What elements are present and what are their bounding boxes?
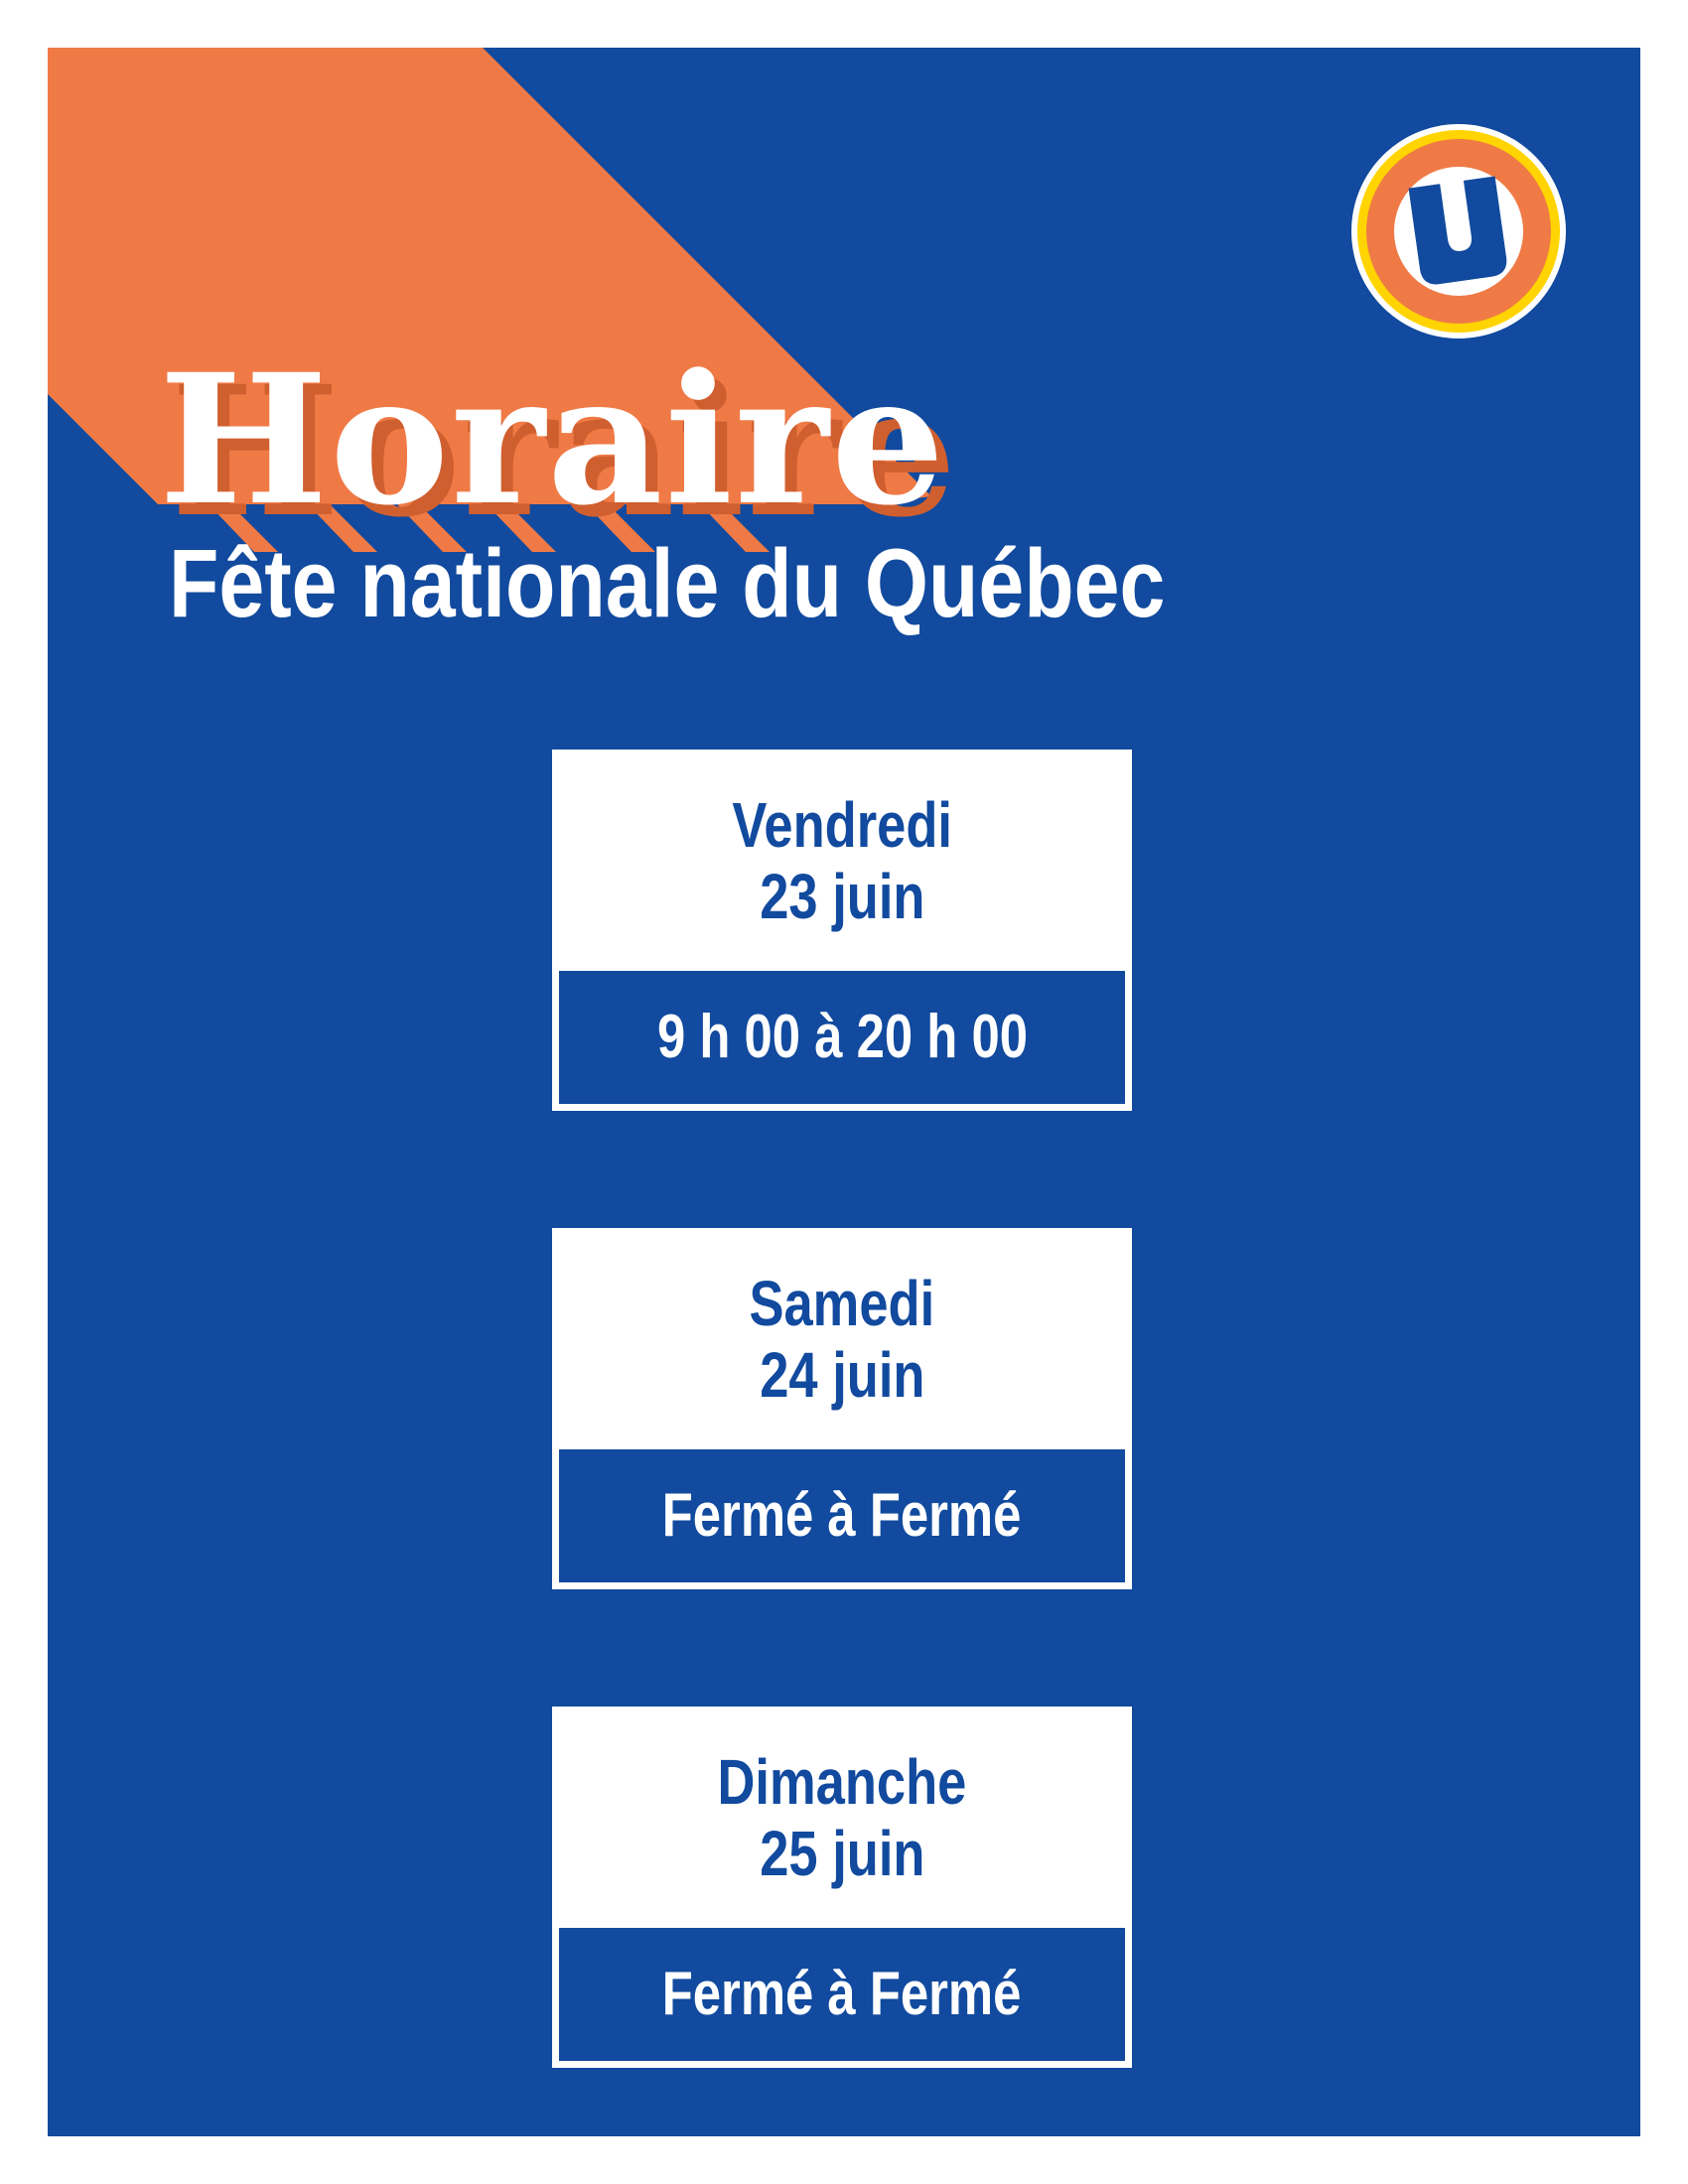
logo-orange-ring bbox=[1366, 139, 1551, 324]
poster-panel bbox=[48, 48, 1640, 2136]
day-name: Samedi bbox=[749, 1267, 935, 1339]
hours-box bbox=[559, 1449, 1125, 1582]
day-name: Dimanche bbox=[717, 1745, 967, 1818]
page-title: Horaire bbox=[159, 336, 947, 545]
day-block bbox=[559, 1228, 1125, 1449]
logo-yellow-ring bbox=[1357, 130, 1560, 333]
hours-text: Fermé à Fermé bbox=[662, 1960, 1022, 2028]
day-date: 24 juin bbox=[759, 1338, 925, 1411]
day-date: 25 juin bbox=[759, 1817, 925, 1889]
day-block bbox=[559, 750, 1125, 971]
logo-u-icon bbox=[1408, 176, 1508, 286]
logo-white-disc bbox=[1394, 167, 1523, 296]
schedule-card-dimanche bbox=[552, 1706, 1132, 2068]
hours-text: 9 h 00 à 20 h 00 bbox=[656, 1003, 1028, 1071]
hours-box bbox=[559, 971, 1125, 1104]
day-date: 23 juin bbox=[759, 860, 925, 932]
day-block bbox=[559, 1706, 1125, 1928]
schedule-card-samedi bbox=[552, 1228, 1132, 1589]
schedule-card-vendredi bbox=[552, 750, 1132, 1111]
brand-logo bbox=[1351, 124, 1566, 339]
hours-box bbox=[559, 1928, 1125, 2061]
page-subtitle: Fête nationale du Québec bbox=[169, 529, 1166, 637]
day-name: Vendredi bbox=[732, 788, 952, 861]
hours-text: Fermé à Fermé bbox=[662, 1481, 1022, 1550]
